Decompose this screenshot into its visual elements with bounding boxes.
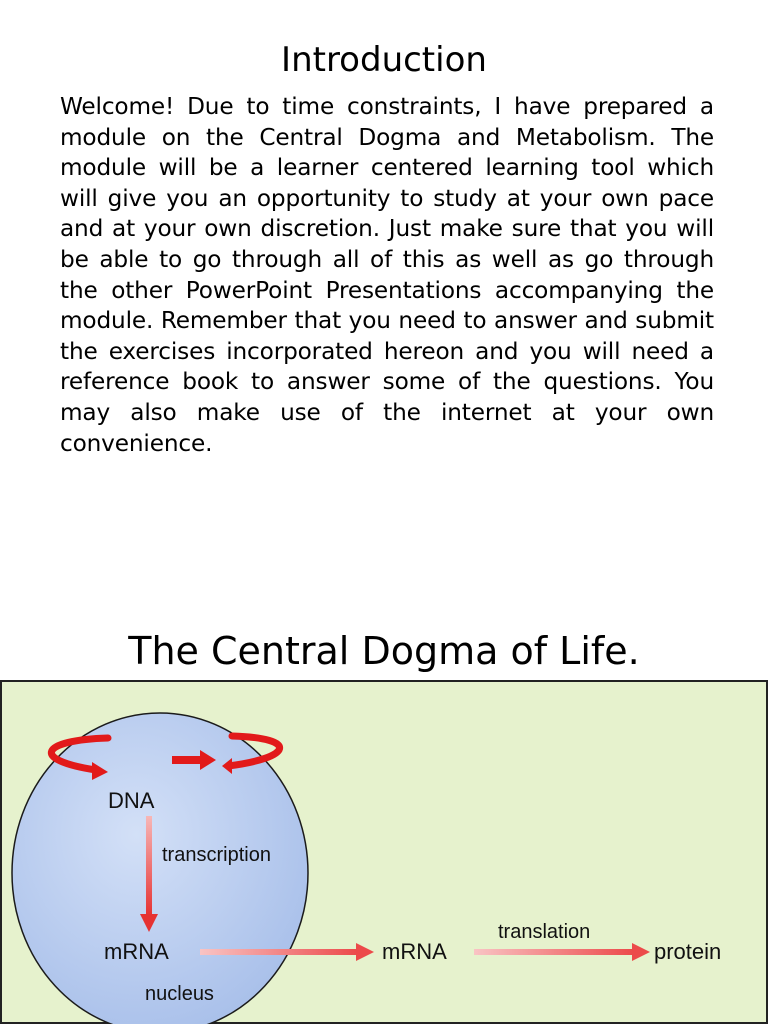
diagram-canvas: [0, 680, 768, 1024]
translation-label: translation: [498, 921, 591, 943]
introduction-title: Introduction: [281, 40, 487, 80]
protein-label: protein: [654, 939, 722, 964]
transcription-label: transcription: [162, 844, 271, 866]
central-dogma-diagram: [0, 680, 768, 1024]
mrna-nucleus-label: mRNA: [104, 939, 169, 964]
nucleus-label: nucleus: [145, 983, 214, 1005]
dna-label: DNA: [108, 788, 155, 813]
central-dogma-title: The Central Dogma of Life.: [128, 629, 640, 673]
introduction-body: Welcome! Due to time constraints, I have prepared a module on the Central Dogma and Metabolism. The module will be a learner centered learning tool which will give you an opportunity to study at your own pace and at your own discretion. Just make sure that you will be able to go through all of this as well as go through the other PowerPoint Presentations accompanying the module. Remember that you need to answer and submit the exercises incorporated hereon and you will need a reference book to answer some of the questions. You may also make use of the internet at your own convenience.: [60, 93, 714, 457]
mrna-cytoplasm-label: mRNA: [382, 939, 447, 964]
